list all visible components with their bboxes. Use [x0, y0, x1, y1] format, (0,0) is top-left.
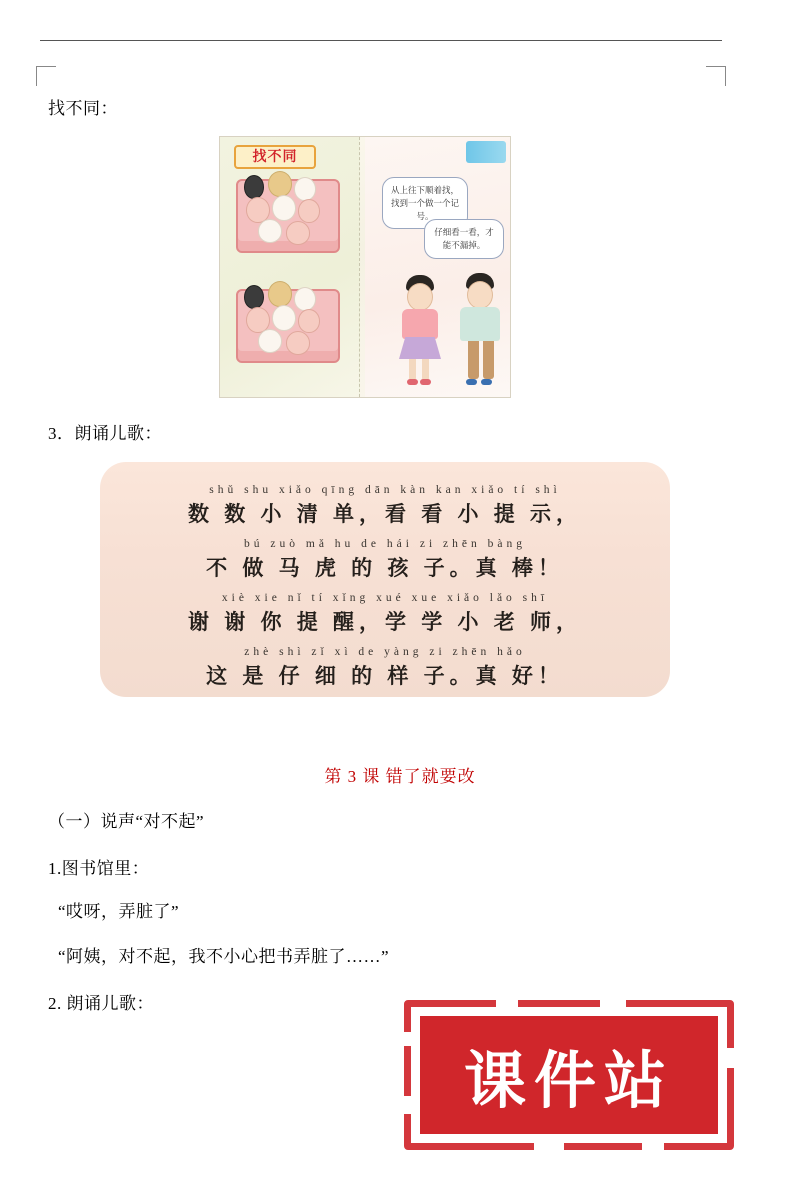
figure-tag-label: 找不同 [234, 145, 316, 169]
watermark-notch-7 [642, 1142, 664, 1154]
watermark-text: 课件站 [463, 1043, 674, 1117]
lesson-title: 第 3 课 错了就要改 [324, 767, 476, 786]
watermark [404, 1000, 734, 1150]
speech-bubble-left: 从上往下顺着找，找到一个做一个记号。 [382, 177, 468, 229]
song-pinyin-4: zhè shì zǐ xì de yàng zi zhēn hǎo [244, 646, 526, 658]
song-hanzi-3: 谢 谢 你 提 醒，学 学 小 老 师， [188, 610, 582, 634]
speech-bubble-right: 仔细看一看，才能不漏掉。 [424, 219, 504, 259]
quote-line-1: “哎呀，弄脏了” [58, 902, 180, 921]
section-one-heading: （一）说声“对不起” [48, 812, 205, 831]
heading-find-difference: 找不同： [48, 99, 118, 118]
song-pinyin-2: bú zuò mǎ hu de hái zi zhēn bàng [244, 538, 526, 550]
song-line-3 [100, 592, 670, 636]
song-line-2 [100, 538, 670, 582]
quote-line-2: “阿姨，对不起，我不小心把书弄脏了……” [58, 947, 390, 966]
song-line-4 [100, 646, 670, 690]
crop-mark-top-right [706, 66, 726, 86]
watermark-notch-5 [724, 1048, 738, 1068]
crop-mark-top-left [36, 66, 56, 86]
list-item-1: 1.图书馆里： [48, 859, 150, 878]
song-line-1 [100, 484, 670, 528]
watermark-notch-3 [496, 995, 518, 1007]
egg-box-bottom [236, 289, 340, 363]
list-item-3: 3．朗诵儿歌： [48, 424, 162, 443]
song-pinyin-3: xiè xie nǐ tí xǐng xué xue xiǎo lǎo shī [221, 592, 549, 604]
illustration-boy [452, 273, 511, 395]
song-hanzi-4: 这 是 仔 细 的 样 子。真 好！ [206, 664, 564, 688]
watermark-fill [420, 1016, 718, 1134]
figure-song [100, 462, 670, 697]
figure-find-difference [219, 136, 511, 398]
song-hanzi-2: 不 做 马 虎 的 孩 子。真 棒！ [206, 556, 564, 580]
header-rule [40, 40, 722, 41]
watermark-notch-4 [600, 995, 626, 1007]
watermark-notch-2 [400, 1096, 412, 1114]
watermark-notch-6 [534, 1142, 564, 1154]
song-pinyin-1: shǔ shu xiǎo qīng dān kàn kan xiǎo tí shì [209, 484, 561, 496]
egg-box-top [236, 179, 340, 253]
watermark-notch-1 [400, 1032, 412, 1046]
list-item-2: 2. 朗诵儿歌： [48, 994, 154, 1013]
corner-badge-icon [466, 141, 506, 163]
song-hanzi-1: 数 数 小 清 单，看 看 小 提 示， [188, 502, 582, 526]
illustration-girl [392, 275, 452, 393]
